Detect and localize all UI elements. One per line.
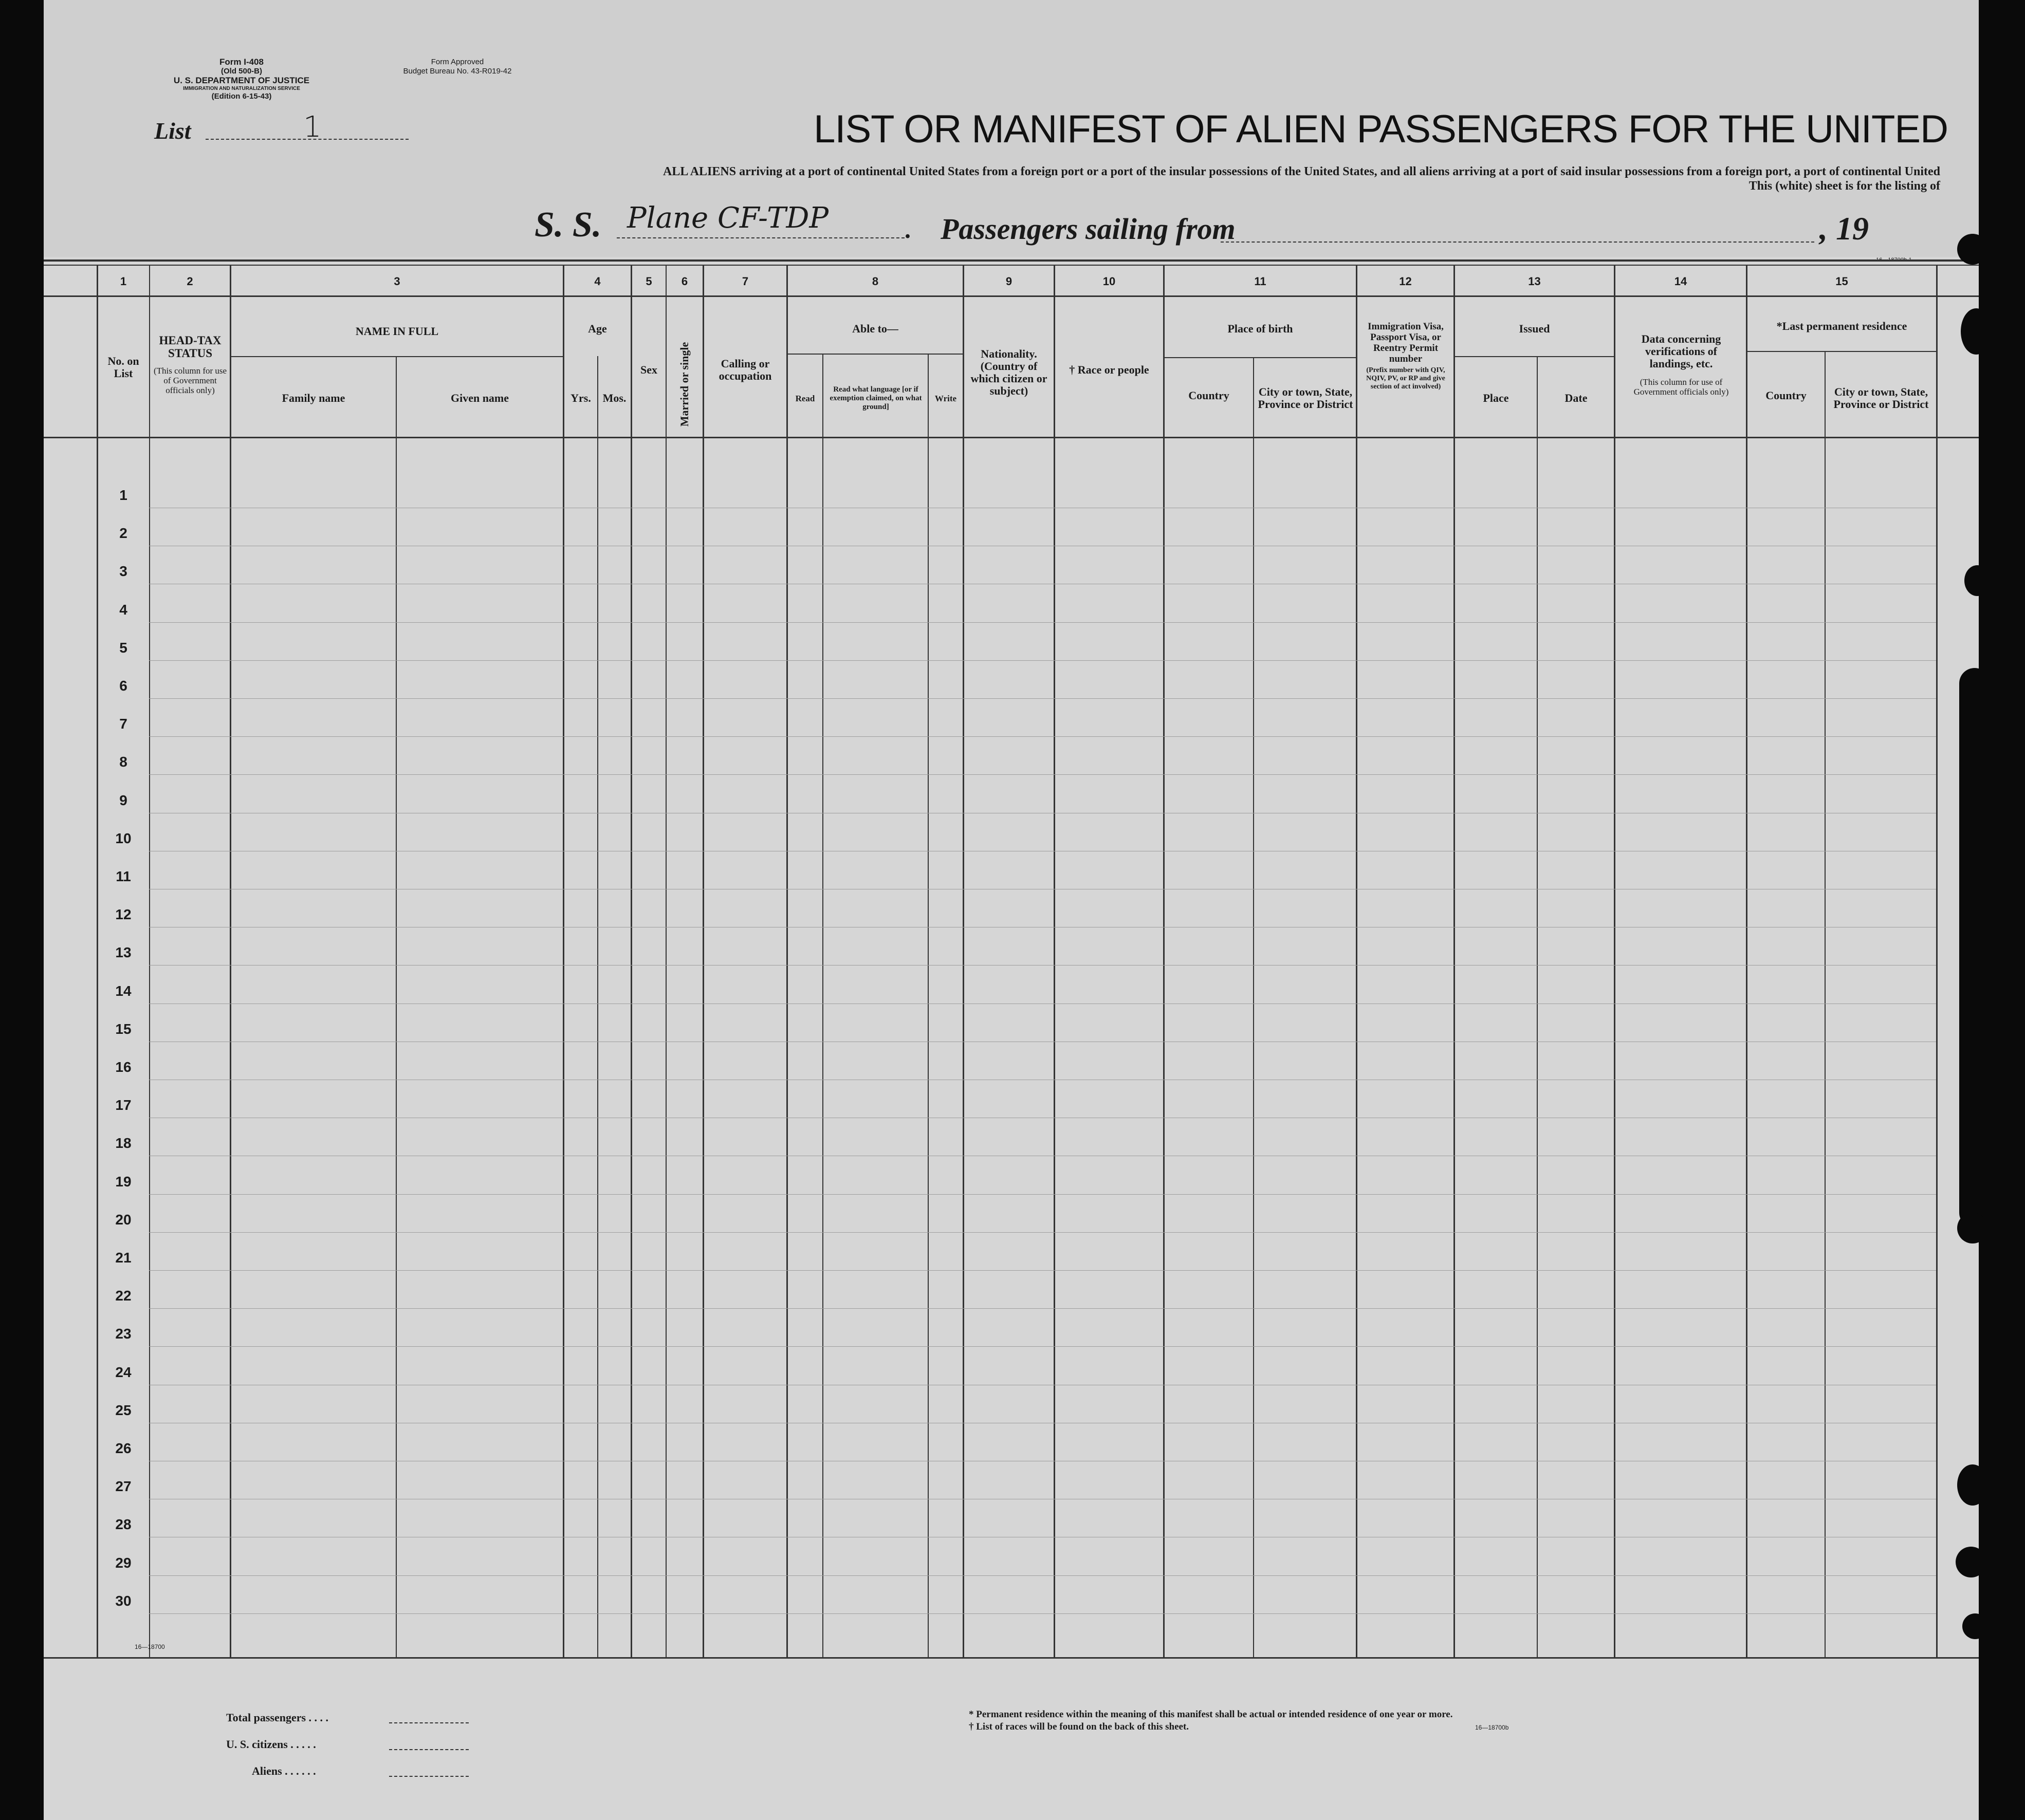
col-line (1936, 265, 1938, 1657)
col-line (822, 354, 823, 1657)
row-number: 13 (115, 944, 132, 961)
row-number: 16 (115, 1059, 132, 1075)
total-passengers-field[interactable] (389, 1722, 469, 1723)
col-num-4: 4 (594, 275, 601, 288)
col-num-12: 12 (1399, 275, 1412, 288)
instructions-line-2: This (white) sheet is for the listing of (1748, 179, 1940, 193)
col-line (666, 265, 667, 1657)
col-line (563, 265, 564, 1657)
col-line (1163, 265, 1165, 1657)
row-number: 17 (115, 1097, 132, 1113)
list-number-value: 1 (303, 110, 322, 144)
header-family-name: Family name (282, 392, 345, 404)
col-line (396, 356, 397, 1657)
footnote-permanent-residence: * Permanent residence within the meaning of this manifest shall be actual or intended residence of one year or more. (969, 1709, 1453, 1720)
form-old-number: (Old 500-B) (220, 67, 262, 76)
col-line (963, 265, 964, 1657)
row-number: 12 (115, 906, 132, 923)
row-number: 21 (115, 1250, 132, 1266)
row-rule (149, 1270, 1936, 1271)
form-edition: (Edition 6-15-43) (211, 92, 272, 101)
header-head-tax (152, 334, 228, 395)
row-number: 5 (119, 639, 127, 656)
header-visa (1359, 321, 1452, 391)
header-birth-country: Country (1188, 389, 1229, 402)
row-number: 4 (119, 601, 127, 618)
header-birth-city: City or town, State, Province or District (1258, 385, 1353, 411)
print-code-bottom: 16—18700 (135, 1643, 165, 1650)
row-number: 27 (115, 1478, 132, 1495)
row-rule (149, 1346, 1936, 1347)
row-number: 14 (115, 982, 132, 999)
row-number: 22 (115, 1288, 132, 1304)
header-issued: Issued (1519, 322, 1550, 335)
form-id-block (134, 58, 349, 101)
list-number-field[interactable] (206, 110, 409, 144)
col-num-10: 10 (1102, 275, 1116, 288)
col-line (230, 265, 231, 1657)
able-subheader-rule (786, 354, 963, 355)
sailing-from-label: Passengers sailing from (941, 212, 1236, 246)
header-age-years: Yrs. (570, 392, 591, 404)
header-race: † Race or people (1069, 363, 1149, 376)
col-line (1453, 265, 1455, 1657)
header-married-single: Married or single (678, 342, 691, 427)
budget-bureau-line: Budget Bureau No. 43-R019-42 (403, 67, 512, 76)
header-head-tax-label: HEAD-TAX STATUS (159, 334, 222, 360)
header-no-on-list: No. on List (107, 355, 139, 380)
aliens-field[interactable] (389, 1776, 469, 1777)
sailing-port-field[interactable] (1221, 242, 1596, 243)
sailing-date-field[interactable] (1598, 242, 1814, 243)
table-top-rule (44, 259, 1979, 262)
row-number: 26 (115, 1440, 132, 1456)
header-able-to: Able to— (852, 322, 898, 335)
page-title: LIST OR MANIFEST OF ALIEN PASSENGERS FOR THE UNITED (814, 107, 1948, 151)
col-line (703, 265, 704, 1657)
header-married-single-cell (667, 337, 703, 429)
header-read: Read (795, 393, 815, 403)
residence-subheader-rule (1746, 351, 1936, 352)
col-line (597, 356, 598, 1657)
col-line (1614, 265, 1615, 1657)
header-calling: Calling or occupation (719, 357, 772, 382)
header-age-months: Mos. (602, 392, 627, 404)
col-line (1746, 265, 1747, 1657)
header-sex: Sex (640, 363, 657, 376)
row-number: 28 (115, 1516, 132, 1533)
row-number: 29 (115, 1554, 132, 1571)
header-read-language: Read what language [or if exemption claimed, on what ground] (830, 385, 922, 411)
row-number: 7 (119, 716, 127, 732)
row-number: 25 (115, 1402, 132, 1418)
header-verifications-note: (This column for use of Government officials only) (1633, 377, 1729, 397)
us-citizens-label: U. S. citizens . . . . . (226, 1738, 316, 1751)
header-visa-label: Immigration Visa, Passport Visa, or Reentry Permit number (1368, 321, 1444, 364)
instructions-line-1: ALL ALIENS arriving at a port of continental United States from a foreign port or a port of the insular possessions of the United States, and all aliens arriving at a port of said insular possessions from a foreign port, a port of continental United (663, 165, 1940, 178)
header-write: Write (934, 393, 957, 403)
col-num-15: 15 (1835, 275, 1848, 288)
col-line (1253, 357, 1254, 1657)
header-head-tax-note: (This column for use of Government officials only) (153, 366, 227, 395)
year-prefix: , 19 (1819, 210, 1869, 247)
col-num-2: 2 (187, 275, 193, 288)
torn-edge (1957, 1464, 1988, 1506)
col-num-3: 3 (394, 275, 400, 288)
row-rule (149, 736, 1936, 737)
table-top-rule-2 (44, 265, 1979, 266)
us-citizens-field[interactable] (389, 1749, 469, 1750)
header-visa-note: (Prefix number with QIV, NQIV, PV, or RP and give section of act involved) (1366, 366, 1445, 391)
header-place-of-birth: Place of birth (1227, 322, 1293, 335)
col-num-13: 13 (1528, 275, 1541, 288)
row-number: 8 (119, 754, 127, 770)
row-number: 30 (115, 1592, 132, 1609)
row-rule (149, 622, 1936, 623)
row-rule (149, 698, 1936, 699)
row-number: 24 (115, 1364, 132, 1380)
col-line (1356, 265, 1357, 1657)
row-number: 9 (119, 792, 127, 808)
header-residence-country: Country (1765, 389, 1807, 402)
manifest-sheet (44, 0, 1979, 1820)
col-line (928, 354, 929, 1657)
header-residence-city: City or town, State, Province or District (1833, 385, 1929, 411)
aliens-label: Aliens . . . . . . (252, 1765, 316, 1777)
row-number: 19 (115, 1173, 132, 1190)
col-line (1054, 265, 1055, 1657)
col-num-7: 7 (742, 275, 749, 288)
header-nationality: Nationality. (Country of which citizen or subject) (970, 347, 1047, 397)
row-number: 15 (115, 1020, 132, 1037)
row-number: 3 (119, 563, 127, 580)
row-rule (149, 1308, 1936, 1309)
row-number: 18 (115, 1135, 132, 1152)
row-number: 10 (115, 830, 132, 846)
name-subheader-rule (231, 356, 563, 357)
col-num-1: 1 (120, 275, 127, 288)
header-issued-date: Date (1564, 392, 1588, 404)
column-number-rule (44, 295, 1979, 297)
header-verifications (1624, 333, 1738, 397)
approval-line: Form Approved (431, 58, 484, 66)
row-rule (149, 660, 1936, 661)
vessel-name-field[interactable] (617, 201, 905, 238)
header-given-name: Given name (450, 392, 509, 404)
footnote-races: † List of races will be found on the back of this sheet. (969, 1721, 1189, 1732)
row-rule (149, 1232, 1936, 1233)
torn-edge (1956, 1547, 1986, 1577)
vessel-name-value: Plane CF-TDP (627, 201, 829, 235)
col-num-6: 6 (681, 275, 688, 288)
header-verifications-label: Data concerning verifications of landings, etc. (1641, 332, 1721, 370)
table-bottom-rule (44, 1657, 1979, 1659)
col-line (1537, 356, 1538, 1657)
row-number: 2 (119, 525, 127, 542)
col-line (149, 265, 150, 1657)
row-rule (149, 1613, 1936, 1614)
total-passengers-label: Total passengers . . . . (226, 1711, 329, 1724)
vessel-period: . (905, 216, 911, 244)
torn-edge (1957, 1213, 1988, 1243)
col-num-8: 8 (872, 275, 879, 288)
torn-edge (1959, 668, 1990, 1228)
torn-edge (1964, 565, 1990, 596)
col-num-9: 9 (1005, 275, 1012, 288)
row-rule (149, 1575, 1936, 1576)
col-num-5: 5 (646, 275, 652, 288)
col-num-11: 11 (1254, 275, 1266, 288)
birth-subheader-rule (1163, 357, 1356, 358)
service-name: IMMIGRATION AND NATURALIZATION SERVICE (183, 86, 300, 91)
row-number: 23 (115, 1326, 132, 1342)
list-label: List (154, 118, 191, 144)
torn-edge (1961, 308, 1992, 355)
vessel-prefix: S. S. (535, 205, 602, 245)
row-rule (149, 1194, 1936, 1195)
header-age: Age (588, 322, 607, 335)
department-name: U. S. DEPARTMENT OF JUSTICE (173, 76, 310, 85)
row-rule (149, 774, 1936, 775)
form-number: Form I-408 (219, 57, 264, 67)
footnote-code: 16—18700b (1475, 1724, 1509, 1731)
row-number: 20 (115, 1211, 132, 1228)
row-number: 6 (119, 678, 127, 694)
approval-block (370, 58, 545, 76)
issued-subheader-rule (1453, 356, 1614, 357)
header-issued-place: Place (1483, 392, 1509, 404)
row-number: 11 (116, 868, 131, 884)
torn-edge (1957, 234, 1988, 265)
header-name-in-full: NAME IN FULL (355, 325, 439, 338)
torn-edge (1962, 1613, 1988, 1639)
col-num-14: 14 (1674, 275, 1687, 288)
col-line (631, 265, 632, 1657)
row-number: 1 (119, 487, 127, 503)
header-bottom-rule (44, 437, 1979, 438)
col-line (786, 265, 788, 1657)
header-last-residence: *Last permanent residence (1776, 320, 1907, 332)
